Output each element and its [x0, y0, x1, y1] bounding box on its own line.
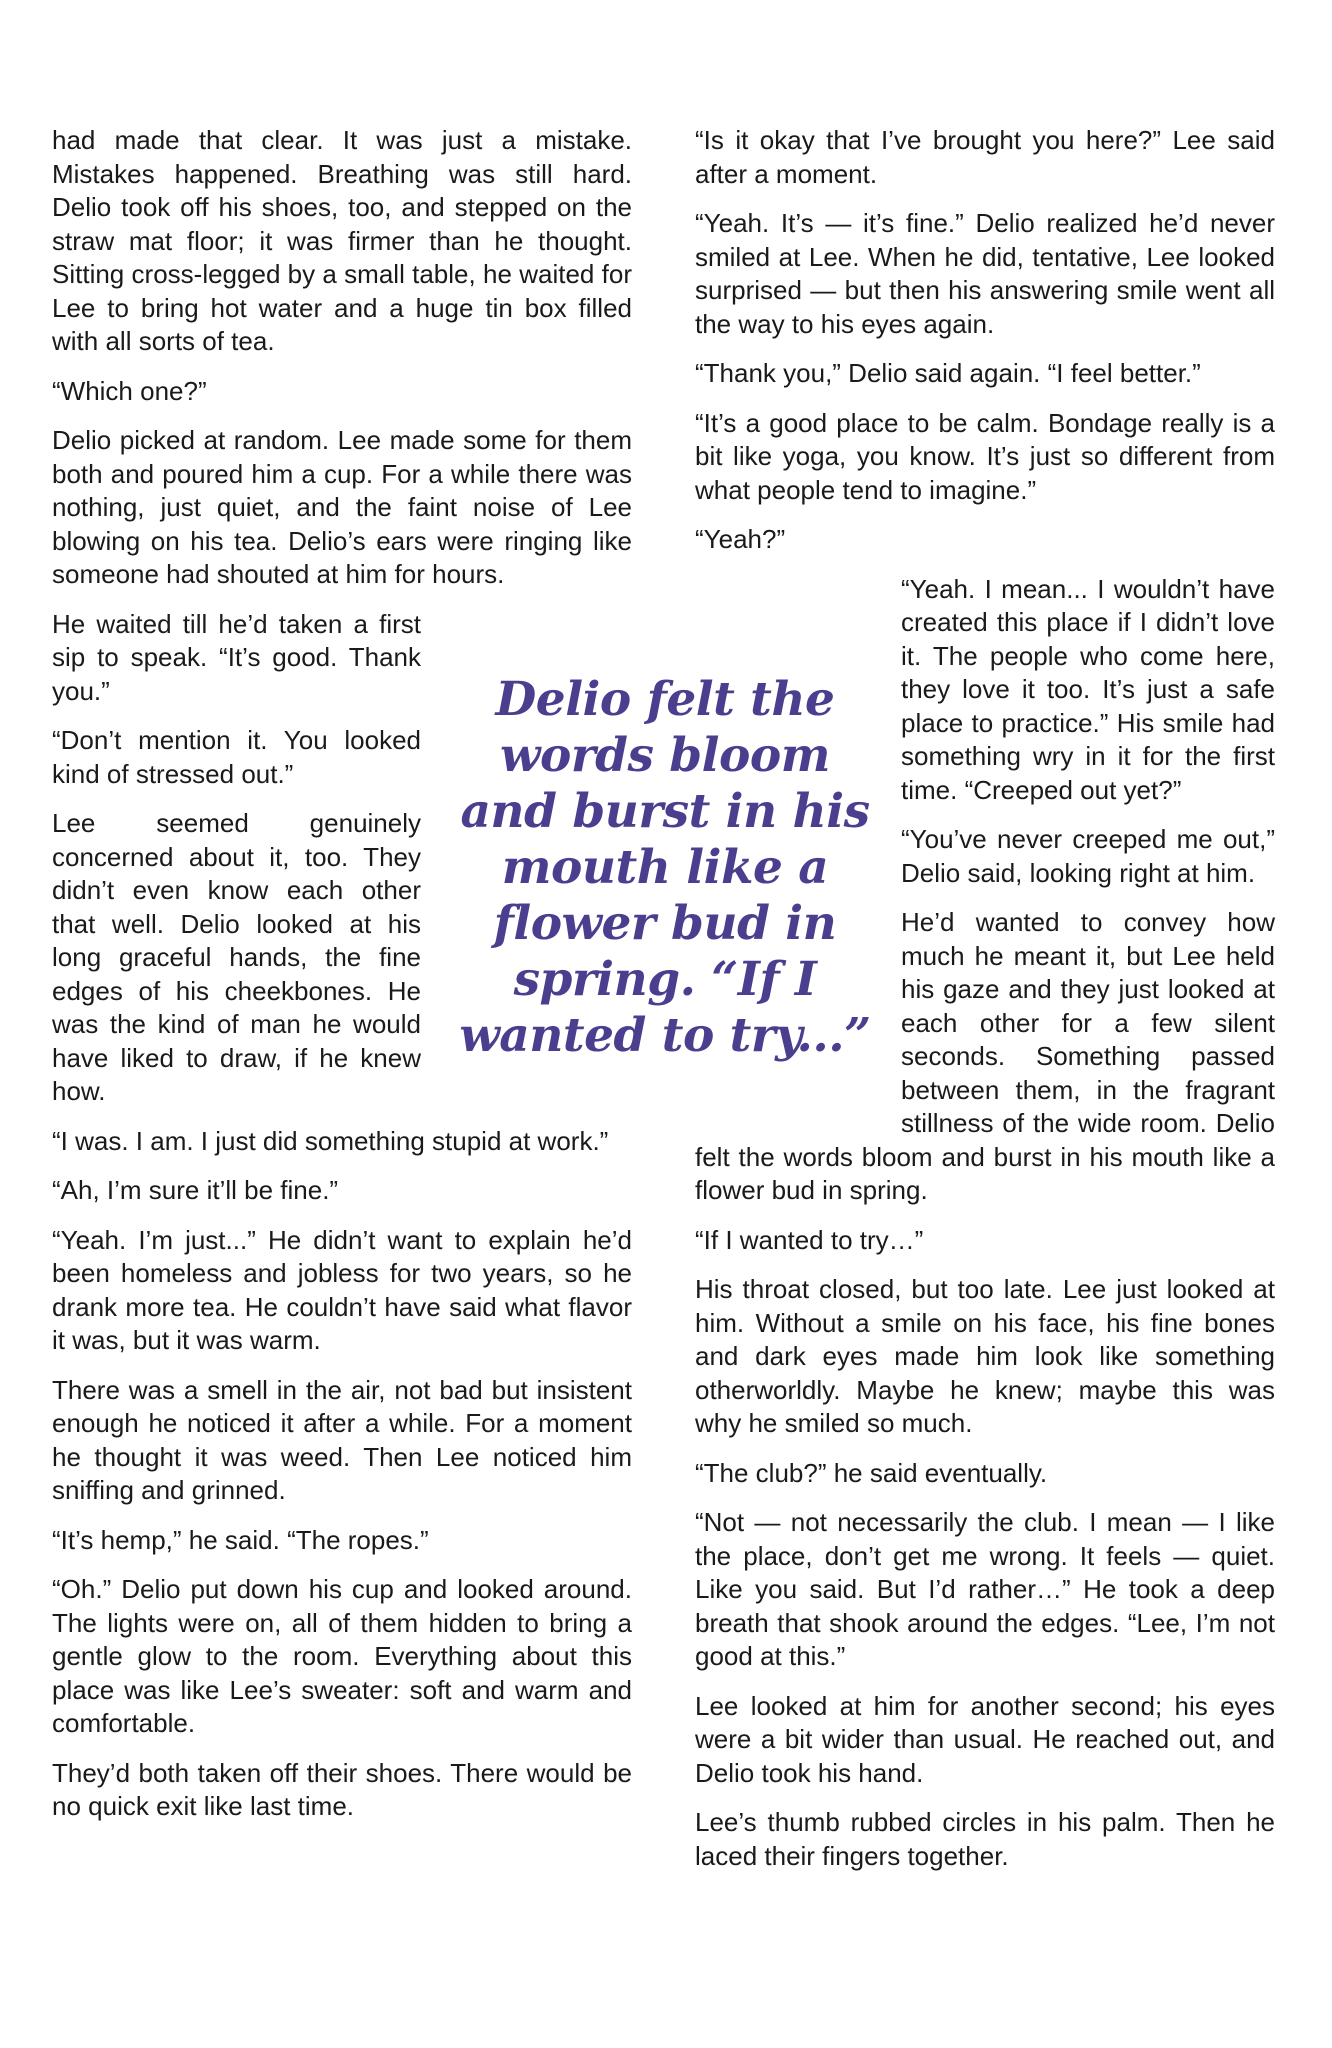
paragraph: They’d both taken off their shoes. There would be no quick exit like last time.: [52, 1757, 632, 1821]
paragraph: “Don’t mention it. You looked kind of stressed out.”: [52, 725, 421, 789]
paragraph: Delio picked at random. Lee made some for them both and poured him a cup. For a while there was nothing, just quiet, and the faint noise of Lee blowing on his tea. Delio’s ears were ringing like someone had shouted at him for hours.: [52, 425, 632, 589]
paragraph: “Thank you,” Delio said again. “I feel better.”: [695, 358, 1201, 388]
paragraph: “You’ve never creeped me out,” Delio said, looking right at him.: [901, 824, 1275, 888]
paragraph: Lee seemed genuinely concerned about it, too. They didn’t even know each other that well. Delio looked at his long graceful hands, the fine edges of his cheekbones. He was the kind of man he would have liked to draw, if he knew how.: [52, 808, 421, 1106]
paragraph: “Yeah. I’m just...” He didn’t want to explain he’d been homeless and jobless for two years, so he drank more tea. He couldn’t have said what flavor it was, but it was warm.: [52, 1224, 632, 1355]
paragraph: “It’s a good place to be calm. Bondage really is a bit like yoga, you know. It’s just so different from what people tend to imagine.”: [695, 407, 1275, 505]
paragraph: “Oh.” Delio put down his cup and looked around. The lights were on, all of them hidden to bring a gentle glow to the room. Everything about this place was like Lee’s sweater: soft and warm and comfortable.: [52, 1574, 632, 1738]
paragraph: He’d wanted to convey how much he meant it, but Lee held his gaze and they just looked at each other for a few silent seconds. Something passed between them, in the fragrant stillness of the wide room. Delio felt the words bloom and burst in his mouth like a flower bud in spring.: [695, 907, 1275, 1205]
paragraph: “Not — not necessarily the club. I mean — I like the place, don’t get me wrong. It feels — quiet. Like you said. But I’d rather…” He took a deep breath that shook around the edges. “Lee, I’m not good at this.”: [695, 1507, 1275, 1671]
paragraph: “The club?” he said eventually.: [695, 1457, 1048, 1488]
paragraph: Lee’s thumb rubbed circles in his palm. Then he laced their fingers together.: [695, 1807, 1275, 1871]
paragraph: “Yeah. It’s — it’s fine.” Delio realized he’d never smiled at Lee. When he did, tentative, Lee looked surprised — but then his answering smile went all the way to his eyes again.: [695, 208, 1275, 339]
paragraph: Lee looked at him for another second; his eyes were a bit wider than usual. He reached out, and Delio took his hand.: [695, 1690, 1275, 1788]
paragraph: He waited till he’d taken a first sip to speak. “It’s good. Thank you.”: [52, 608, 421, 706]
paragraph: His throat closed, but too late. Lee just looked at him. Without a smile on his face, his fine bones and dark eyes made him look like something otherworldly. Maybe he knew; maybe this was why he smiled so much.: [695, 1274, 1275, 1438]
paragraph: “Which one?”: [52, 375, 207, 406]
paragraph: There was a smell in the air, not bad but insistent enough he noticed it after a while. For a moment he thought it was weed. Then Lee noticed him sniffing and grinned.: [52, 1374, 632, 1505]
paragraph: “Yeah. I mean... I wouldn’t have created this place if I didn’t love it. The people who come here, they love it too. It’s just a safe place to practice.” His smile had something wry in it for the first time. “Creeped out yet?”: [901, 573, 1275, 805]
paragraph: “Yeah?”: [695, 524, 786, 554]
paragraph: “If I wanted to try…”: [695, 1224, 924, 1255]
paragraph: “Ah, I’m sure it’ll be fine.”: [52, 1175, 339, 1205]
paragraph: had made that clear. It was just a mistake. Mistakes happened. Breathing was still hard. Delio took off his shoes, too, and stepped on the straw mat floor; it was firmer than he thought. Sitting cross-legged by a small table, he waited for Lee to bring hot water and a huge tin box filled with all sorts of tea.: [52, 125, 632, 356]
paragraph: “Is it okay that I’ve brought you here?” Lee said after a moment.: [695, 125, 1275, 189]
pull-quote: Delio felt the words bloom and burst in his mouth like a flower bud in spring. “If I wanted to try...”: [459, 672, 871, 1063]
paragraph: “I was. I am. I just did something stupid at work.”: [52, 1125, 609, 1156]
paragraph: “It’s hemp,” he said. “The ropes.”: [52, 1524, 429, 1555]
